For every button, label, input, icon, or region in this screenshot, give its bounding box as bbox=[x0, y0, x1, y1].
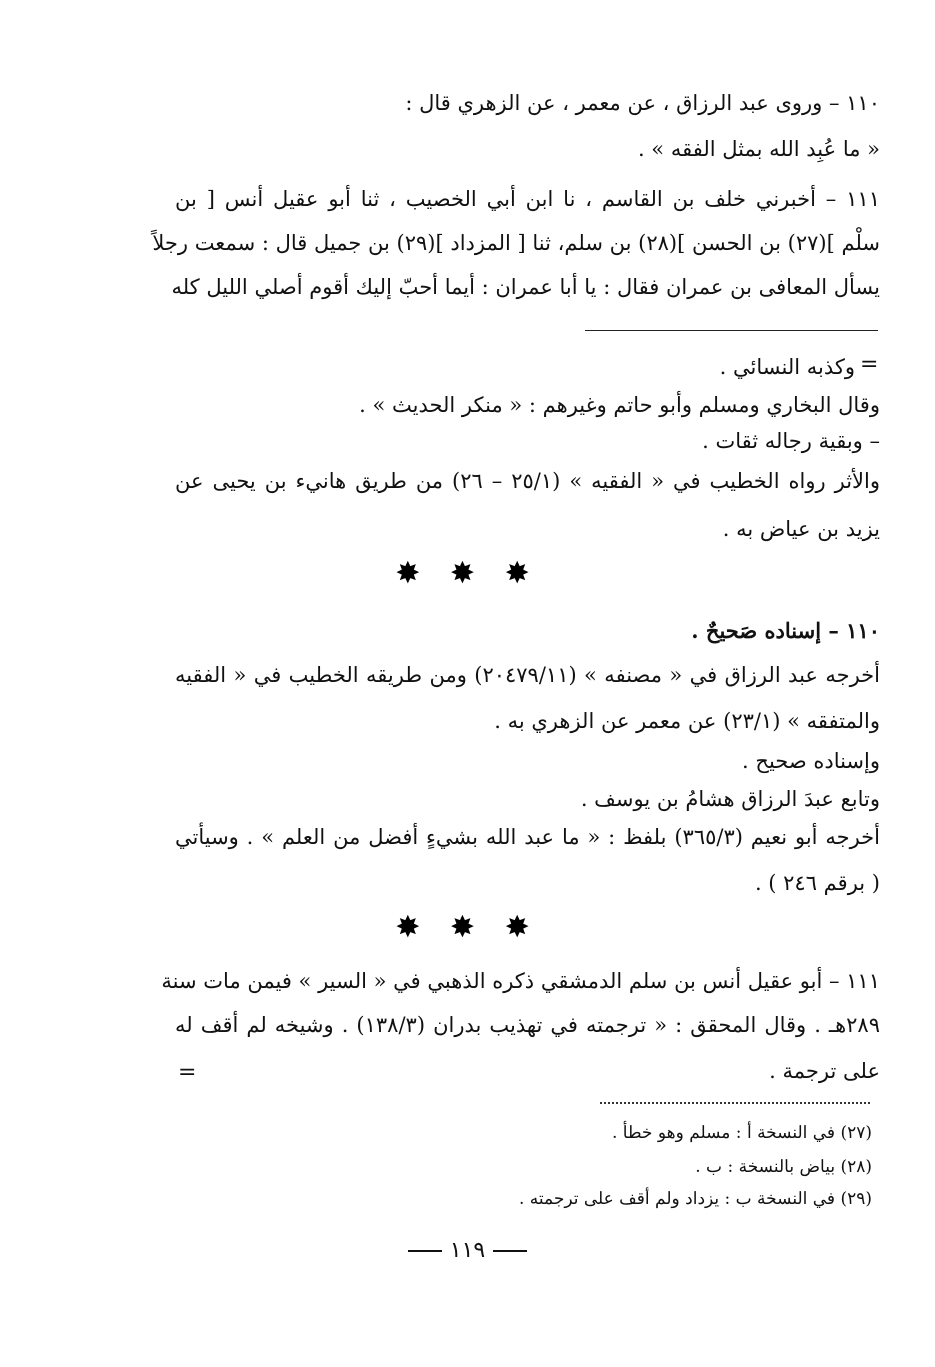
notes-b-line-1: أخرجه عبد الرزاق في « مصنفه » (٢٠٤٧٩/١١) ومن طريقه الخطيب في « الفقيه bbox=[175, 663, 880, 687]
separator-rule bbox=[585, 330, 878, 331]
notes-a-line-2: وقال البخاري ومسلم وأبو حاتم وغيرهم : « منكر الحديث » . bbox=[359, 393, 880, 417]
notes-b-line-4: وتابع عبدَ الرزاق هشامُ بن يوسف . bbox=[580, 787, 880, 811]
notes-a-line-4: والأثر رواه الخطيب في « الفقيه » (٢٥/١ – ٢٦) من طريق هانيء بن يحيى عن bbox=[175, 469, 880, 493]
notes-c-line-3: على ترجمة . bbox=[769, 1059, 880, 1083]
main-text-line-5: يسأل المعافى بن عمران فقال : يا أبا عمران : أيما أحبّ إليك أقوم أصلي الليل كله bbox=[171, 275, 880, 299]
page-number-dash-left bbox=[408, 1250, 442, 1252]
page-number-value: ١١٩ bbox=[449, 1238, 486, 1263]
notes-b-heading: ١١٠ – إسناده صَحيحٌ . bbox=[691, 618, 880, 643]
main-text-line-3: ١١١ – أخبرني خلف بن القاسم ، نا ابن أبي الخصيب ، ثنا أبو عقيل أنس [ بن bbox=[175, 187, 880, 211]
notes-c-line-1: ١١١ – أبو عقيل أنس بن سلم الدمشقي ذكره الذهبي في « السير » فيمن مات سنة bbox=[161, 969, 880, 993]
footnote-29: (٢٩) في النسخة ب : يزداد ولم أقف على ترجمته . bbox=[518, 1189, 872, 1209]
page-number bbox=[0, 1238, 935, 1263]
notes-c-line-2: ٢٨٩هـ . وقال المحقق : « ترجمته في تهذيب بدران (١٣٨/٣) . وشيخه لم أقف له bbox=[175, 1013, 880, 1037]
notes-a-line-1: وكذبه النسائي . bbox=[719, 355, 855, 379]
footnote-divider bbox=[600, 1102, 870, 1104]
notes-b-line-2: والمتفقه » (٢٣/١) عن معمر عن الزهري به . bbox=[494, 709, 880, 733]
notes-b-line-5: أخرجه أبو نعيم (٣٦٥/٣) بلفظ : « ما عبد الله بشيءٍ أفضل من العلم » . وسيأتي bbox=[175, 825, 881, 849]
star-separator-2: ✸ ✸ ✸ bbox=[395, 910, 540, 945]
notes-b-line-3: وإسناده صحيح . bbox=[742, 749, 880, 773]
page-number-dash-right bbox=[493, 1250, 527, 1252]
notes-a-line-5: يزيد بن عياض به . bbox=[722, 517, 880, 541]
notes-a-line-3: – وبقية رجاله ثقات . bbox=[702, 429, 880, 453]
notes-b-line-6: ( برقم ٢٤٦ ) . bbox=[754, 871, 880, 895]
continuation-mark: = bbox=[860, 352, 879, 377]
main-text-line-1: ١١٠ – وروى عبد الرزاق ، عن معمر ، عن الزهري قال : bbox=[405, 91, 880, 115]
continuation-mark-end: = bbox=[178, 1060, 197, 1085]
main-text-line-4: سلْم ](٢٧) بن الحسن ](٢٨) بن سلم، ثنا [ المزداد ](٢٩) بن جميل قال : سمعت رجلاً bbox=[152, 231, 880, 255]
footnote-27: (٢٧) في النسخة أ : مسلم وهو خطأ . bbox=[611, 1123, 872, 1143]
main-text-line-2: « ما عُبِد الله بمثل الفقه » . bbox=[637, 137, 880, 161]
footnote-28: (٢٨) بياض بالنسخة : ب . bbox=[695, 1157, 872, 1177]
star-separator-1: ✸ ✸ ✸ bbox=[395, 556, 540, 591]
